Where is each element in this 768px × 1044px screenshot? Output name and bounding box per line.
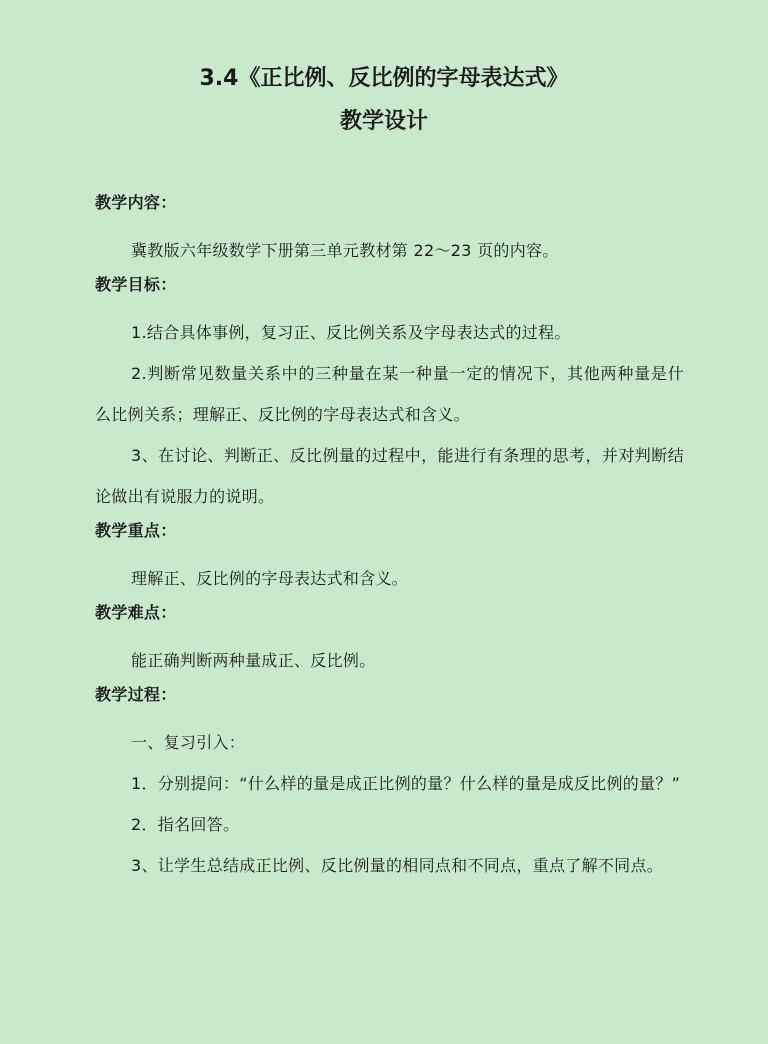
process-paragraph-4: 3、让学生总结成正比例、反比例量的相同点和不同点，重点了解不同点。 (131, 856, 664, 875)
goals-paragraph-3: 3、在讨论、判断正、反比例量的过程中，能进行有条理的思考，并对判断结论做出有说服力的说明。 (95, 446, 684, 506)
section-heading-difficulties: 教学难点： (95, 603, 177, 622)
section-heading-process: 教学过程： (95, 685, 177, 704)
document-body (95, 189, 684, 886)
goals-paragraph-2: 2.判断常见数量关系中的三种量在某一种量一定的情况下，其他两种量是什么比例关系；理解正、反比例的字母表达式和含义。 (95, 364, 684, 424)
difficulties-paragraph-1: 能正确判断两种量成正、反比例。 (131, 651, 376, 670)
section-heading-content: 教学内容： (95, 193, 177, 212)
key-points-paragraph-1: 理解正、反比例的字母表达式和含义。 (131, 569, 409, 588)
document-title: 3.4《正比例、反比例的字母表达式》 (199, 66, 569, 91)
goals-paragraph-1: 1.结合具体事例，复习正、反比例关系及字母表达式的过程。 (131, 323, 571, 342)
section-heading-goals: 教学目标： (95, 275, 177, 294)
content-paragraph-1: 冀教版六年级数学下册第三单元教材第 22～23 页的内容。 (131, 241, 559, 260)
section-heading-key-points: 教学重点： (95, 521, 177, 540)
process-paragraph-3: 2．指名回答。 (131, 815, 240, 834)
document-subtitle: 教学设计 (339, 109, 428, 134)
process-paragraph-2: 1．分别提问：“什么样的量是成正比例的量？什么样的量是成反比例的量？” (131, 774, 681, 793)
process-paragraph-1: 一、复习引入： (131, 733, 246, 752)
